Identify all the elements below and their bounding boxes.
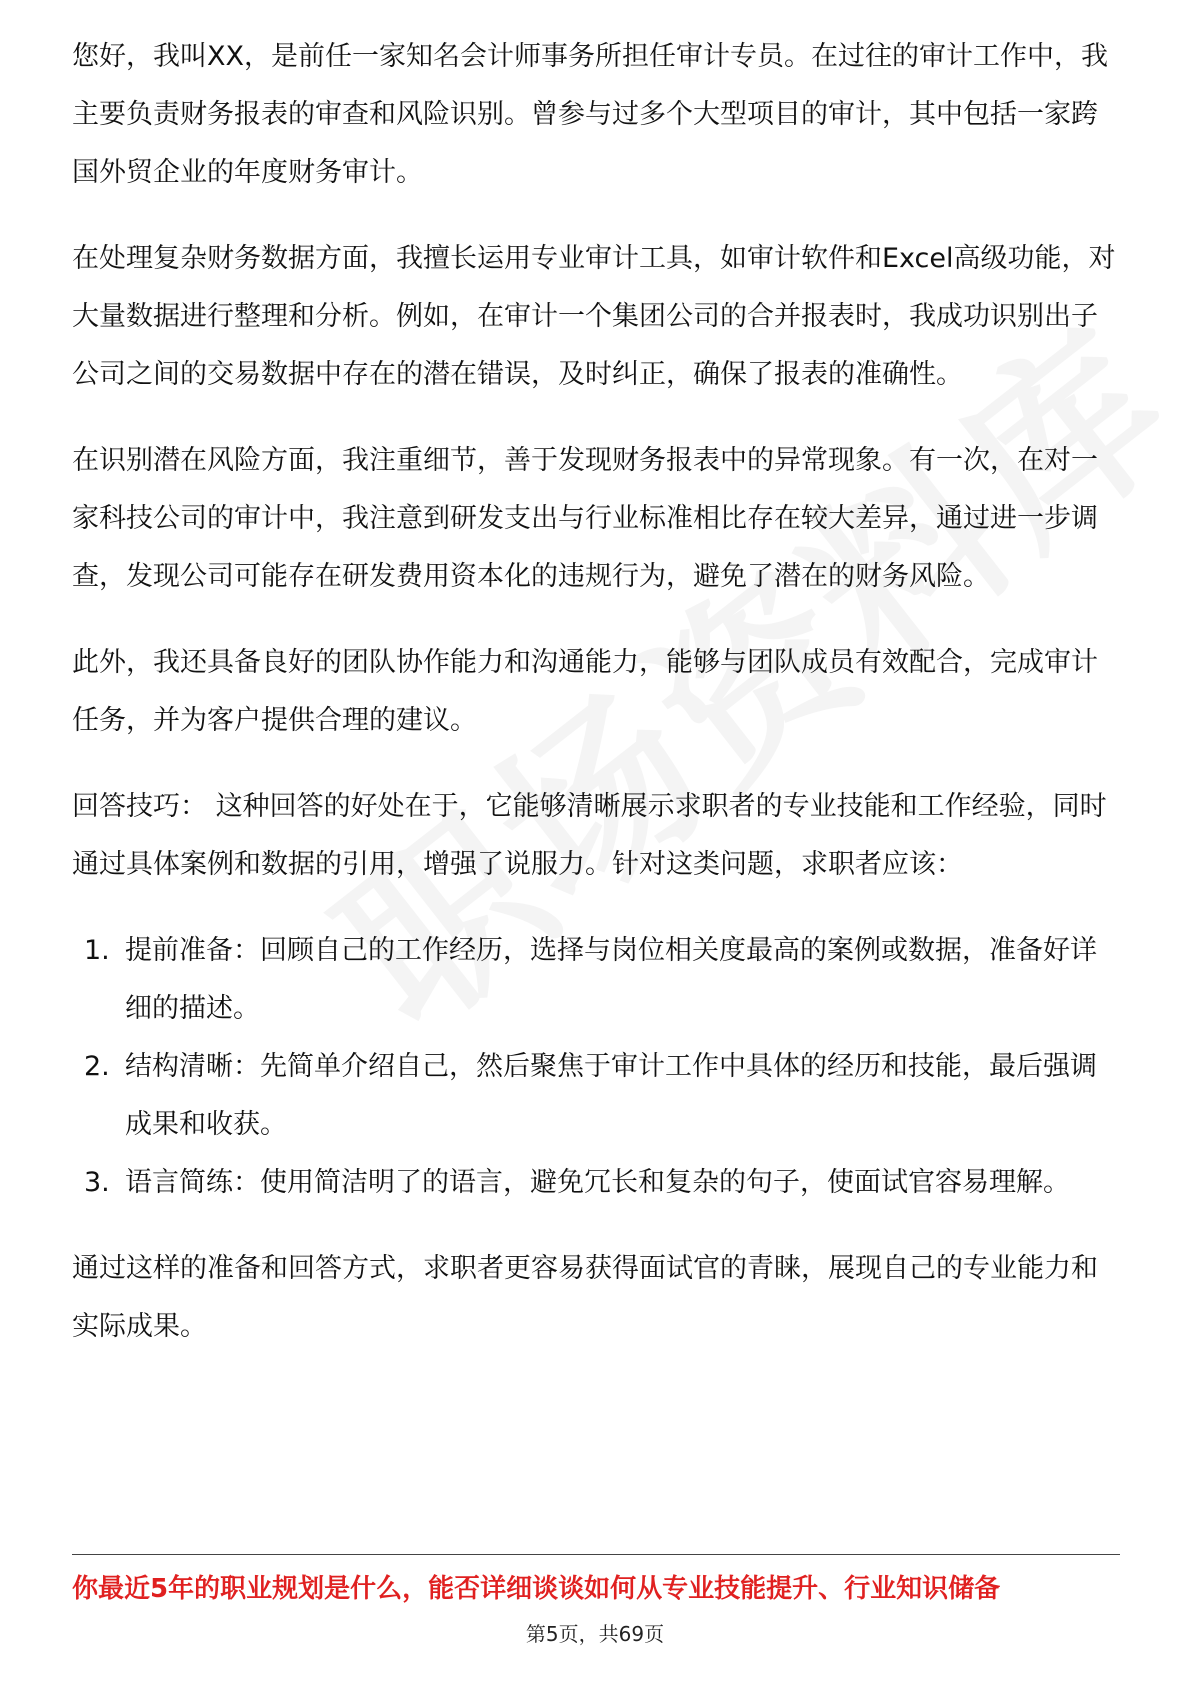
list-item — [72, 1154, 1120, 1212]
tips-list — [72, 922, 1120, 1212]
list-item — [72, 1038, 1120, 1154]
section-divider — [72, 1554, 1120, 1555]
list-item-number: 2. — [84, 1051, 110, 1082]
list-item — [72, 922, 1120, 1038]
list-item-text: 结构清晰：先简单介绍自己，然后聚焦于审计工作中具体的经历和技能，最后强调成果和收获。 — [125, 1051, 1097, 1140]
paragraph-conclusion: 通过这样的准备和回答方式，求职者更容易获得面试官的青睐，展现自己的专业能力和实际成果。 — [72, 1253, 1098, 1342]
paragraph-answer-tips: 回答技巧： 这种回答的好处在于，它能够清晰展示求职者的专业技能和工作经验，同时通过具体案例和数据的引用，增强了说服力。针对这类问题，求职者应该： — [72, 791, 1107, 880]
page-footer — [0, 1620, 1190, 1648]
list-item-number: 1. — [84, 935, 110, 966]
page-number: 第5页，共69页 — [525, 1622, 665, 1646]
paragraph-data-handling: 在处理复杂财务数据方面，我擅长运用专业审计工具，如审计软件和Excel高级功能，对大量数据进行整理和分析。例如，在审计一个集团公司的合并报表时，我成功识别出子公司之间的交易数据中存在的潜在错误，及时纠正，确保了报表的准确性。 — [72, 243, 1116, 390]
list-item-text: 提前准备：回顾自己的工作经历，选择与岗位相关度最高的案例或数据，准备好详细的描述。 — [125, 935, 1097, 1024]
document-body — [72, 38, 1120, 1384]
list-item-text: 语言简练：使用简洁明了的语言，避免冗长和复杂的句子，使面试官容易理解。 — [125, 1167, 1070, 1198]
list-item-number: 3. — [84, 1167, 110, 1198]
paragraph-teamwork: 此外，我还具备良好的团队协作能力和沟通能力，能够与团队成员有效配合，完成审计任务，并为客户提供合理的建议。 — [72, 647, 1098, 736]
paragraph-risk-identification: 在识别潜在风险方面，我注重细节，善于发现财务报表中的异常现象。有一次，在对一家科技公司的审计中，我注意到研发支出与行业标准相比存在较大差异，通过进一步调查，发现公司可能存在研发费用资本化的违规行为，避免了潜在的财务风险。 — [72, 445, 1098, 592]
paragraph-intro: 您好，我叫XX，是前任一家知名会计师事务所担任审计专员。在过往的审计工作中，我主要负责财务报表的审查和风险识别。曾参与过多个大型项目的审计，其中包括一家跨国外贸企业的年度财务审计。 — [72, 41, 1108, 188]
next-question-heading: 你最近5年的职业规划是什么，能否详细谈谈如何从专业技能提升、行业知识储备 — [72, 1574, 1001, 1604]
